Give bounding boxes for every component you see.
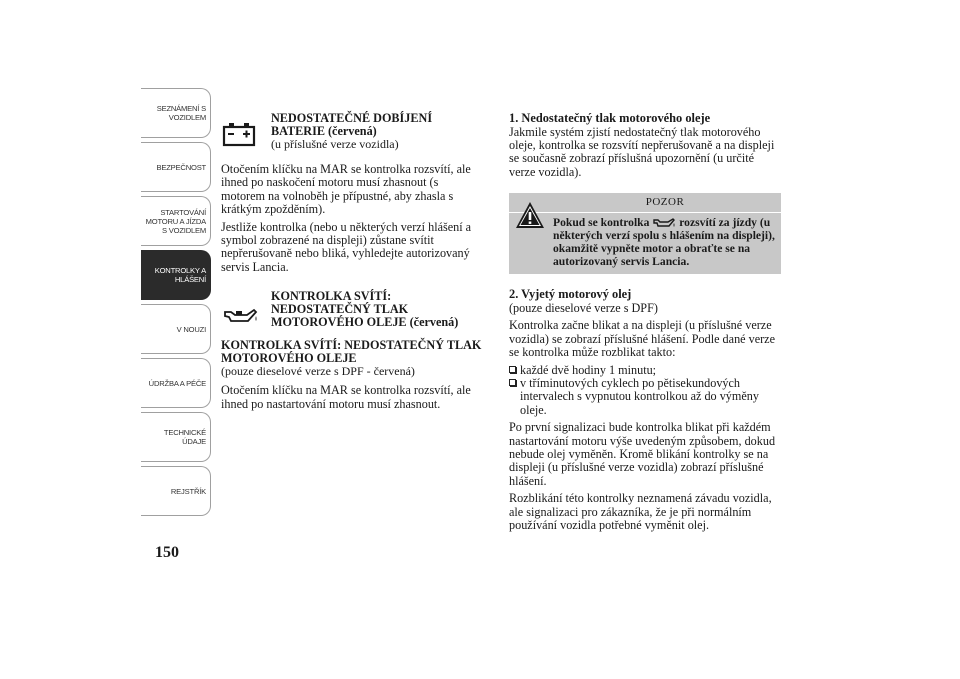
battery-subtitle: (u příslušné verze vozidla) [271, 137, 399, 151]
list-item [509, 364, 781, 377]
section-1-paragraph: Jakmile systém zjistí nedostatečný tlak motorového oleje, kontrolka se rozsvítí nepřerušovaně a na displeji se současně zobrazí příslušná upozornění (u určité verze vozidla). [509, 124, 775, 179]
section-2-paragraph-3: Rozblikání této kontrolky neznamená závadu vozidla, ale signalizaci pro zákazníka, že je při normálním používání vozidla potřebné vyměnit olej. [509, 491, 772, 533]
tab-label: REJSTŘÍK [170, 486, 206, 496]
section-1-title: 1. Nedostatečný tlak motorového oleje [509, 111, 711, 125]
oil-can-icon [652, 217, 676, 229]
warning-text-a: Pokud se kontrolka [553, 216, 650, 230]
left-column [221, 112, 483, 415]
tab-label: TECHNICKÉ ÚDAJE [163, 428, 206, 446]
tab-label: ÚDRŽBA A PÉČE [148, 378, 206, 388]
tab-bezpecnost[interactable] [141, 142, 211, 192]
oil-title-2: KONTROLKA SVÍTÍ: NEDOSTATEČNÝ TLAK MOTOROVÉHO OLEJE [221, 338, 482, 366]
page-number: 150 [155, 544, 179, 561]
oil-subtitle-2: (pouze dieselové verze s DPF - červená) [221, 364, 415, 379]
tab-rejstrik[interactable] [141, 466, 211, 516]
section-2-paragraph-1: Kontrolka začne blikat a na displeji (u příslušné verze vozidla) se zobrazí příslušné hlášení. Podle dané verze se kontrolka může rozblikat takto: [509, 318, 775, 360]
battery-paragraph-1: Otočením klíčku na MAR se kontrolka rozsvítí, ale ihned po naskočení motoru musí zhasnout (s motorem na volnoběh je přípustné, aby zhasla s krátkým zpožděním). [221, 162, 471, 217]
warning-head: POZOR [509, 193, 781, 213]
list-item-text: v tříminutových cyklech po pětisekundových intervalech s vypnutou kontrolkou až do výměny oleje. [520, 376, 759, 417]
oil-heading [221, 290, 483, 329]
battery-paragraph-2: Jestliže kontrolka (nebo u některých verzí hlášení a symbol zobrazené na displeji) zůstane svítit nepřerušovaně nebo bliká, vyhledejte autorizovaný servis Lancia. [221, 219, 472, 274]
tab-v-nouzi[interactable] [141, 304, 211, 354]
warning-text-b: rozsvítí za jízdy (u některých verzí spolu s hlášením na displeji), okamžitě vypněte motor a obraťte se na autorizovaný servis Lancia. [553, 216, 775, 269]
tab-label: STARTOVÁNÍ MOTORU A JÍZDA S VOZIDLEM [145, 207, 206, 235]
warning-box [509, 193, 781, 274]
section-2-paragraph-2: Po první signalizaci bude kontrolka blikat při každém nastartování motoru výše uvedeným způsobem, dokud nebude olej vyměněn. Kromě blikání kontrolky se na displeji (u příslušné verze vozidla) zobrazí příslušné hlášení. [509, 420, 776, 488]
tab-label: KONTROLKY A HLÁŠENÍ [154, 266, 206, 284]
tab-label: BEZPEČNOST [156, 162, 206, 172]
checkbox-bullet-icon [509, 379, 516, 386]
tab-label: SEZNÁMENÍ S VOZIDLEM [156, 104, 206, 122]
battery-warning-icon [221, 120, 257, 148]
tab-seznameni[interactable] [141, 88, 211, 138]
section-2-title: 2. Vyjetý motorový olej [509, 287, 632, 302]
list-item-text: každé dvě hodiny 1 minutu; [520, 362, 657, 377]
oil-paragraph-1: Otočením klíčku na MAR se kontrolka rozsvítí, ale ihned po nastartování motoru musí zhasnout. [221, 383, 471, 411]
check-list [509, 364, 781, 418]
checkbox-bullet-icon [509, 366, 516, 373]
tab-startovani[interactable] [141, 196, 211, 246]
oil-pressure-icon [221, 304, 257, 332]
list-item [509, 377, 781, 417]
tab-technicke[interactable] [141, 412, 211, 462]
tab-label: V NOUZI [176, 324, 206, 334]
tab-kontrolky[interactable] [141, 250, 211, 300]
warning-triangle-icon [515, 201, 545, 229]
tab-udrzba[interactable] [141, 358, 211, 408]
section-2-subtitle: (pouze dieselové verze s DPF) [509, 300, 658, 315]
battery-heading [221, 112, 483, 151]
warning-body [513, 216, 775, 268]
battery-title: NEDOSTATEČNÉ DOBÍJENÍ BATERIE (červená) [271, 111, 433, 138]
oil-title: KONTROLKA SVÍTÍ: NEDOSTATEČNÝ TLAK MOTOROVÉHO OLEJE (červená) [271, 289, 459, 330]
right-column [509, 112, 781, 536]
